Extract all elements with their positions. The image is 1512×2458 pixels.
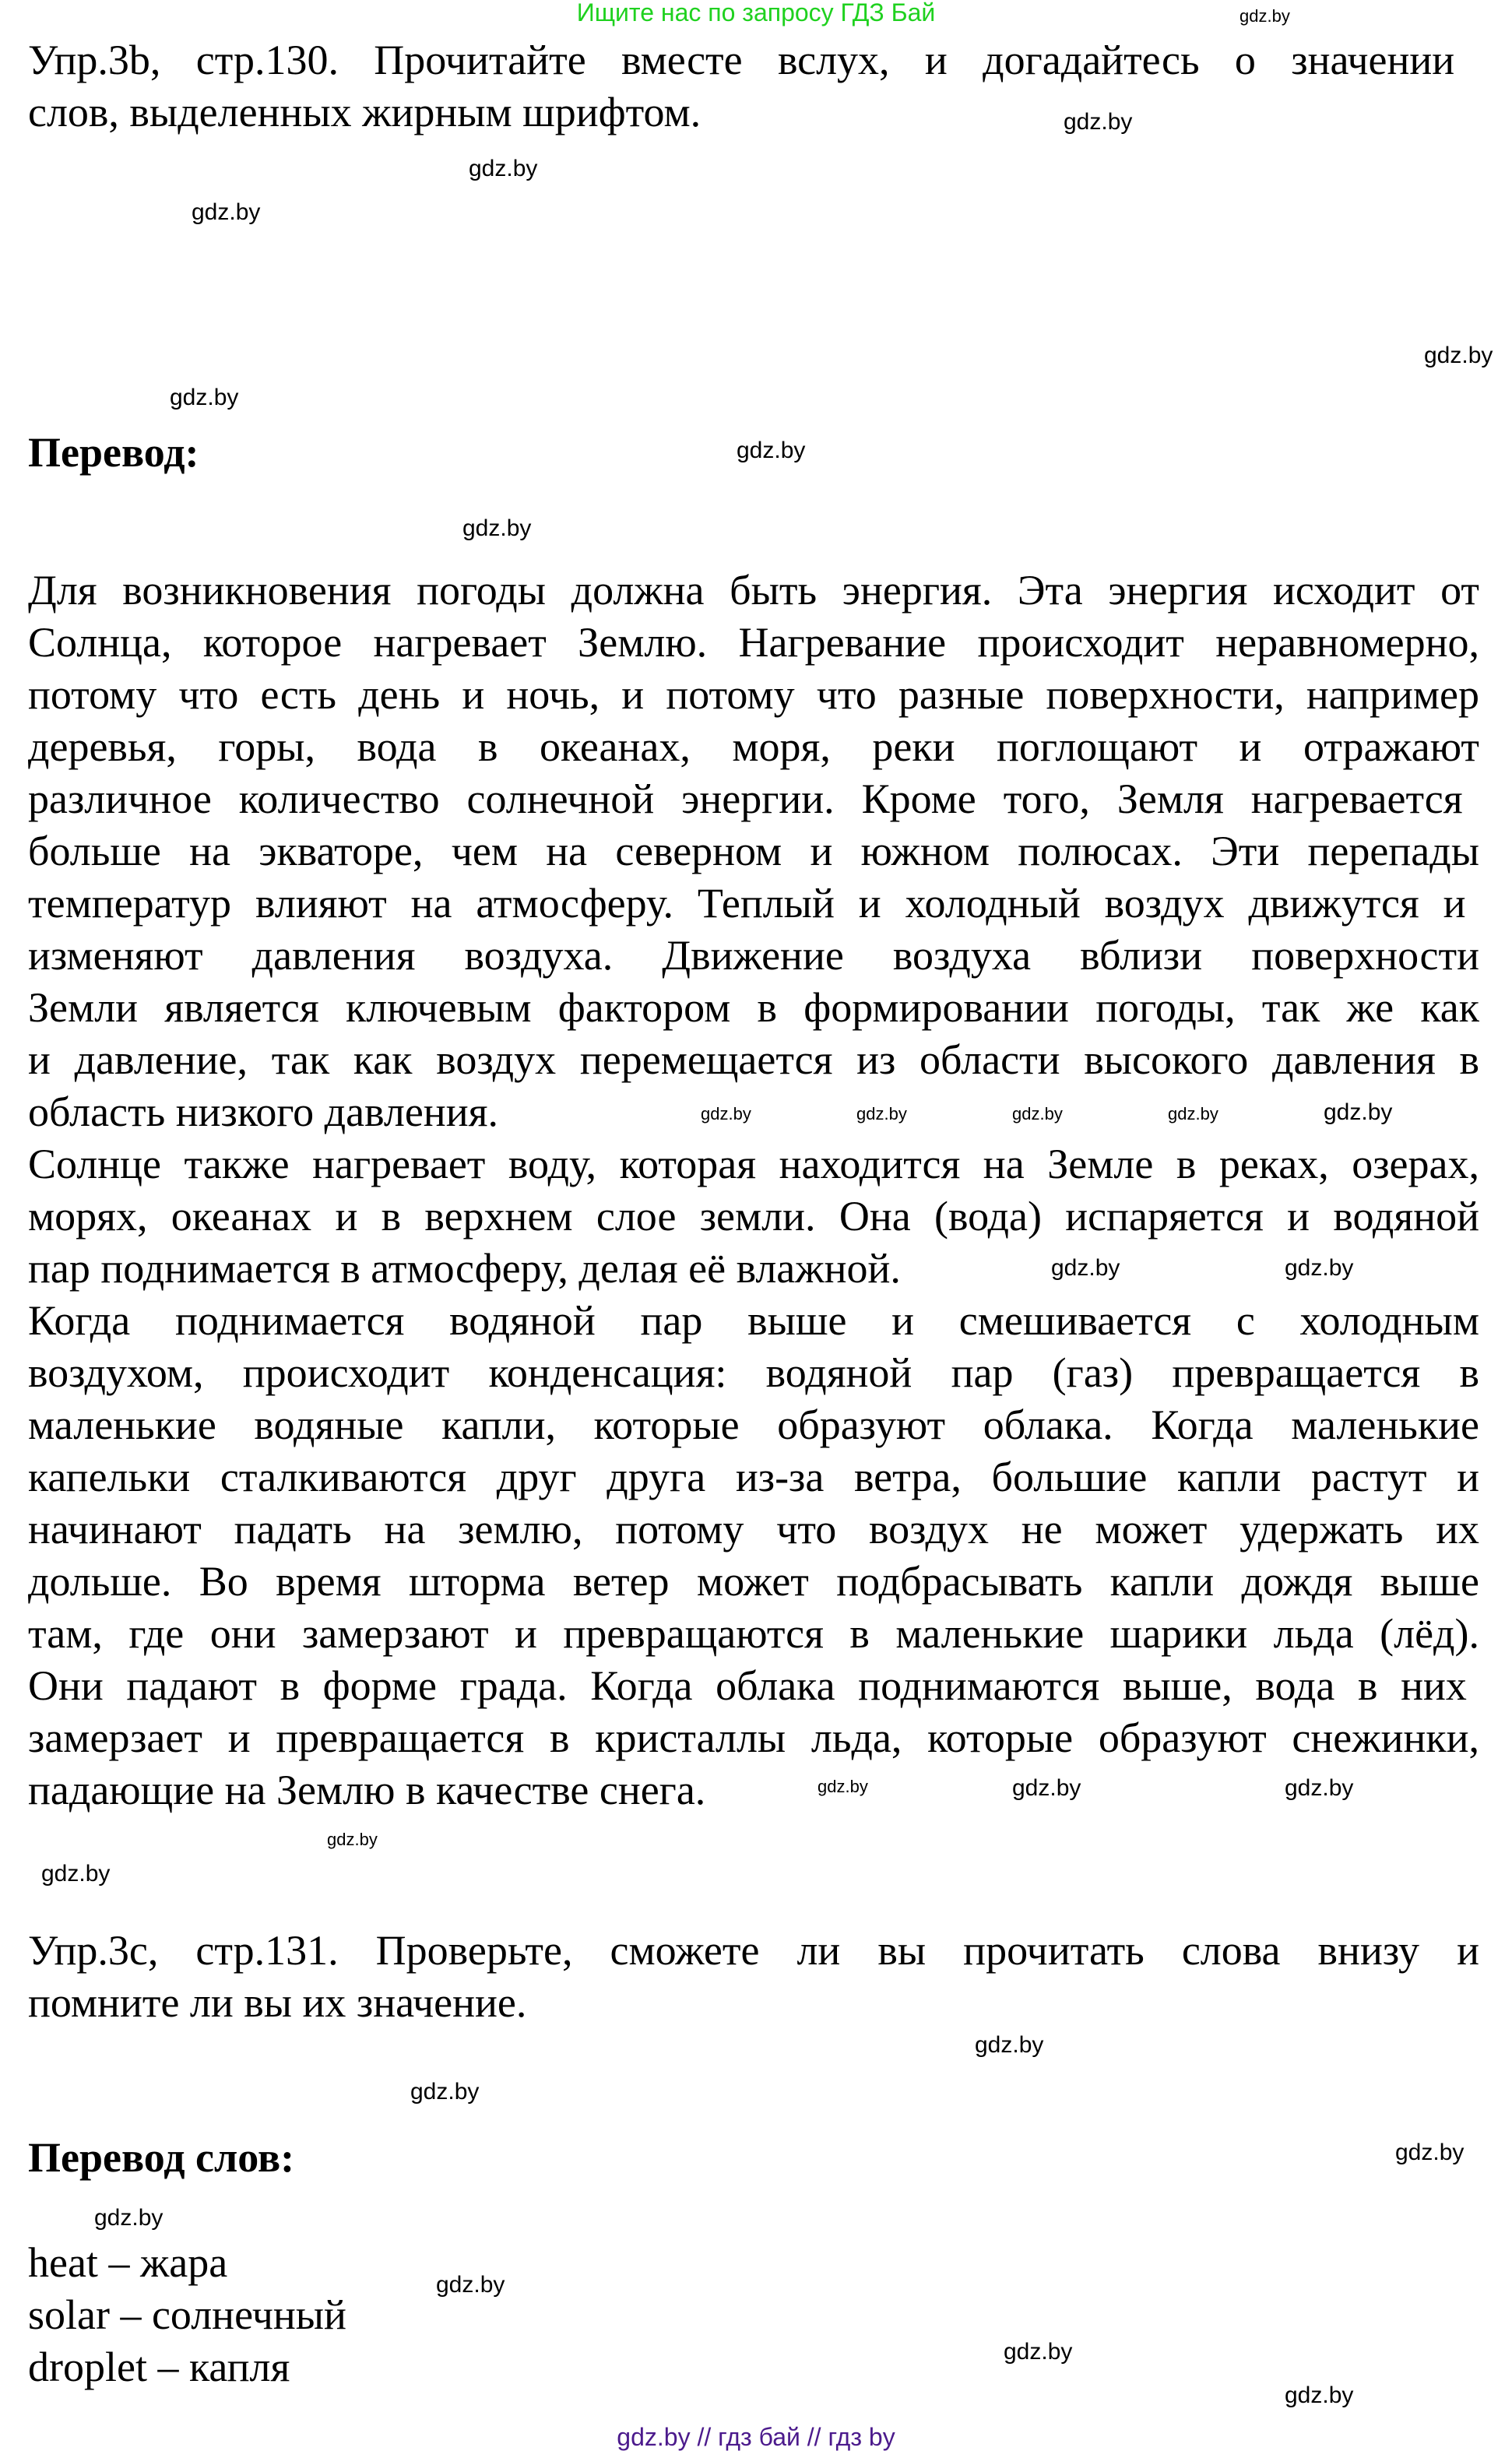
text-line-content: деревья, горы, вода в океанах, моря, реки поглощают и отражают: [28, 723, 1479, 770]
text-line-content: больше на экваторе, чем на северном и южном полюсах. Эти перепады: [28, 828, 1479, 874]
watermark: gdz.by: [1168, 1104, 1218, 1124]
word-list: [28, 2237, 1479, 2393]
text-line-content: Солнце также нагревает воду, которая находится на Земле в реках, озерах,: [28, 1141, 1479, 1187]
text-line: [28, 86, 1479, 139]
watermark: gdz.by: [1285, 1775, 1354, 1801]
text-line-content: падающие на Землю в качестве снега.: [28, 1767, 706, 1813]
watermark: gdz.by: [1285, 1255, 1354, 1281]
watermark: gdz.by: [1395, 2140, 1465, 2165]
watermark: gdz.by: [856, 1104, 907, 1124]
text-line-content: Упр.3с, стр.131. Проверьте, сможете ли вы прочитать слова внизу и: [28, 1927, 1479, 1974]
text-line-content: Когда поднимается водяной пар выше и смешивается с холодным: [28, 1297, 1479, 1344]
watermark: gdz.by: [410, 2079, 480, 2105]
text-line: [28, 1712, 1479, 1764]
translation-text: [28, 564, 1479, 1816]
footer-links[interactable]: gdz.by // гдз бай // гдз by: [617, 2423, 895, 2451]
text-line: [28, 1399, 1479, 1451]
text-line: [28, 1034, 1479, 1086]
watermark: gdz.by: [41, 1861, 111, 1887]
text-line-content: изменяют давления воздуха. Движение воздуха вблизи поверхности: [28, 932, 1479, 979]
text-line: [28, 1660, 1479, 1712]
watermark: gdz.by: [462, 515, 532, 541]
text-line: [28, 617, 1479, 669]
text-line: [28, 825, 1479, 877]
exercise-3c-instruction: [28, 1925, 1479, 2029]
text-line: [28, 1138, 1479, 1190]
text-line-content: Они падают в форме града. Когда облака поднимаются выше, вода в них: [28, 1662, 1467, 1709]
text-line: [28, 1347, 1479, 1399]
text-line: [28, 1451, 1479, 1503]
text-line: [28, 1977, 1479, 2029]
text-line-content: воздухом, происходит конденсация: водяной пар (газ) превращается в: [28, 1349, 1479, 1396]
watermark: gdz.by: [1424, 343, 1493, 368]
text-line-content: различное количество солнечной энергии. Кроме того, Земля нагревается: [28, 775, 1463, 822]
watermark: gdz.by: [701, 1104, 751, 1124]
translation-heading: Перевод:: [28, 429, 199, 476]
text-line: [28, 721, 1479, 773]
watermark: gdz.by: [1239, 6, 1290, 26]
text-line-content: пар поднимается в атмосферу, делая её влажной.: [28, 1245, 901, 1292]
word-item-text: heat – жара: [28, 2239, 228, 2286]
watermark: gdz.by: [327, 1830, 378, 1849]
text-line-content: маленькие водяные капли, которые образуют облака. Когда маленькие: [28, 1401, 1479, 1448]
word-item-text: droplet – капля: [28, 2344, 290, 2390]
text-line: [28, 1190, 1479, 1243]
watermark: gdz.by: [1324, 1099, 1393, 1125]
watermark: gdz.by: [1012, 1775, 1081, 1801]
text-line: [28, 564, 1479, 617]
watermark: gdz.by: [1004, 2339, 1073, 2365]
text-line: [28, 34, 1479, 86]
watermark: gdz.by: [94, 2205, 164, 2231]
text-line-content: температур влияют на атмосферу. Теплый и холодный воздух движутся и: [28, 880, 1466, 927]
watermark: gdz.by: [1012, 1104, 1063, 1124]
text-line: [28, 1243, 1479, 1295]
watermark: gdz.by: [737, 438, 806, 463]
word-item: [28, 2341, 1479, 2393]
watermark: gdz.by: [1064, 109, 1133, 135]
text-line-content: начинают падать на землю, потому что воздух не может удержать их: [28, 1506, 1479, 1553]
text-line-content: Упр.3b, стр.130. Прочитайте вместе вслух, и догадайтесь о значении: [28, 37, 1455, 83]
exercise-3b-instruction: [28, 34, 1479, 139]
watermark: gdz.by: [1285, 2382, 1354, 2408]
text-line: [28, 1295, 1479, 1347]
text-line-content: слов, выделенных жирным шрифтом.: [28, 89, 701, 135]
text-line: [28, 1556, 1479, 1608]
text-line-content: помните ли вы их значение.: [28, 1979, 527, 2026]
word-item: [28, 2237, 1479, 2289]
watermark: gdz.by: [436, 2272, 505, 2298]
text-line: [28, 930, 1479, 982]
word-item-text: solar – солнечный: [28, 2291, 346, 2338]
text-line-content: там, где они замерзают и превращаются в маленькие шарики льда (лёд).: [28, 1610, 1479, 1657]
words-heading: Перевод слов:: [28, 2134, 295, 2181]
text-line: [28, 1925, 1479, 1977]
watermark: gdz.by: [818, 1777, 868, 1796]
text-line: [28, 773, 1479, 825]
watermark: gdz.by: [192, 199, 261, 225]
text-line-content: область низкого давления.: [28, 1088, 498, 1135]
text-line-content: потому что есть день и ночь, и потому что разные поверхности, например: [28, 671, 1479, 718]
text-line-content: морях, океанах и в верхнем слое земли. Она (вода) испаряется и водяной: [28, 1193, 1479, 1240]
word-item: [28, 2289, 1479, 2341]
watermark: gdz.by: [170, 385, 239, 410]
text-line: [28, 1086, 1479, 1138]
text-line: [28, 982, 1479, 1034]
text-line-content: капельки сталкиваются друг друга из-за ветра, большие капли растут и: [28, 1454, 1479, 1500]
text-line-content: и давление, так как воздух перемещается из области высокого давления в: [28, 1036, 1479, 1083]
text-line: [28, 1608, 1479, 1660]
watermark: gdz.by: [975, 2032, 1044, 2058]
watermark: gdz.by: [1051, 1255, 1120, 1281]
text-line: [28, 1764, 1479, 1816]
text-line-content: дольше. Во время шторма ветер может подбрасывать капли дождя выше: [28, 1558, 1479, 1605]
text-line: [28, 1503, 1479, 1556]
search-banner[interactable]: Ищите нас по запросу ГДЗ Бай: [576, 0, 936, 26]
text-line-content: Солнца, которое нагревает Землю. Нагревание происходит неравномерно,: [28, 619, 1479, 666]
text-line: [28, 877, 1479, 930]
text-line-content: замерзает и превращается в кристаллы льда, которые образуют снежинки,: [28, 1714, 1479, 1761]
text-line-content: Земли является ключевым фактором в формировании погоды, так же как: [28, 984, 1479, 1031]
watermark: gdz.by: [469, 156, 538, 181]
text-line-content: Для возникновения погоды должна быть энергия. Эта энергия исходит от: [28, 567, 1479, 614]
text-line: [28, 669, 1479, 721]
